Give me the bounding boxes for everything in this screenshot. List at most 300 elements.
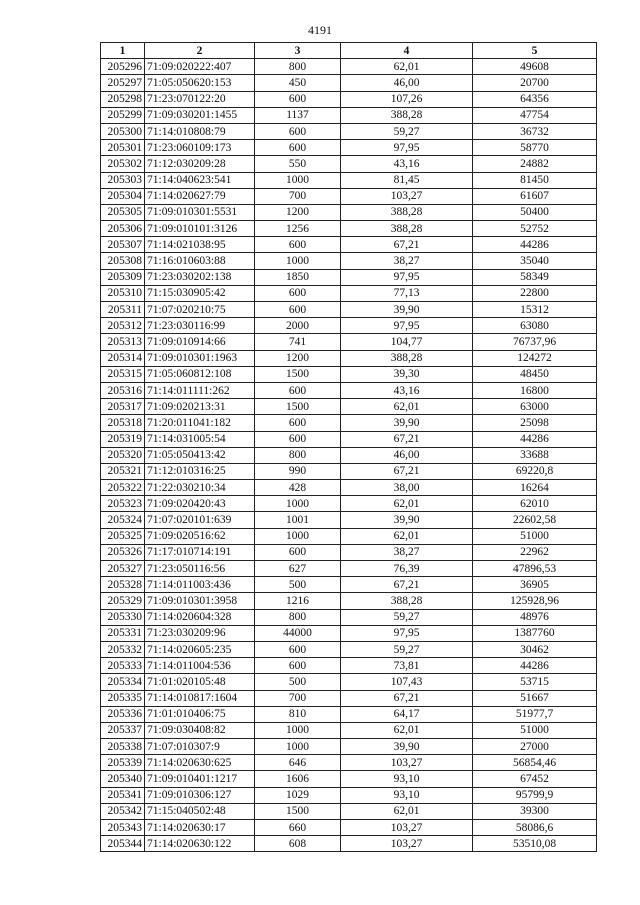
table-cell-col1: 205300 — [101, 123, 145, 139]
table-row — [101, 140, 597, 156]
table-row — [101, 544, 597, 560]
table-cell-col4: 388,28 — [341, 221, 473, 237]
table-cell-col1: 205339 — [101, 755, 145, 771]
table-cell-col3: 1000 — [255, 722, 341, 738]
table-cell-col3: 1606 — [255, 771, 341, 787]
table-cell-col3: 428 — [255, 480, 341, 496]
table-cell-col1: 205303 — [101, 172, 145, 188]
table-cell-col5: 125928,96 — [473, 593, 597, 609]
table-cell-col4: 107,26 — [341, 91, 473, 107]
table-row — [101, 382, 597, 398]
table-row — [101, 318, 597, 334]
table-cell-col1: 205301 — [101, 140, 145, 156]
table-cell-col2: 71:05:050620:153 — [145, 75, 255, 91]
table-cell-col4: 103,27 — [341, 820, 473, 836]
table-cell-col2: 71:14:020604:328 — [145, 609, 255, 625]
table-cell-col2: 71:12:010316:25 — [145, 463, 255, 479]
table-row — [101, 59, 597, 75]
table-cell-col1: 205311 — [101, 302, 145, 318]
table-row — [101, 739, 597, 755]
table-cell-col2: 71:16:010603:88 — [145, 253, 255, 269]
table-cell-col3: 500 — [255, 577, 341, 593]
table-cell-col3: 1000 — [255, 253, 341, 269]
table-row — [101, 512, 597, 528]
table-cell-col1: 205327 — [101, 561, 145, 577]
table-cell-col5: 22602,58 — [473, 512, 597, 528]
table-cell-col4: 388,28 — [341, 593, 473, 609]
table-cell-col3: 800 — [255, 447, 341, 463]
table-cell-col2: 71:09:010914:66 — [145, 334, 255, 350]
table-cell-col3: 1850 — [255, 269, 341, 285]
table-cell-col3: 700 — [255, 690, 341, 706]
table-cell-col1: 205338 — [101, 739, 145, 755]
table-row — [101, 787, 597, 803]
table-cell-col5: 24882 — [473, 156, 597, 172]
table-cell-col5: 58770 — [473, 140, 597, 156]
table-cell-col2: 71:09:010301:1963 — [145, 350, 255, 366]
table-row — [101, 123, 597, 139]
table-cell-col2: 71:22:030210:34 — [145, 480, 255, 496]
table-cell-col4: 39,90 — [341, 512, 473, 528]
table-cell-col5: 124272 — [473, 350, 597, 366]
table-cell-col2: 71:14:011111:262 — [145, 382, 255, 398]
table-cell-col4: 77,13 — [341, 285, 473, 301]
table-row — [101, 334, 597, 350]
table-cell-col4: 62,01 — [341, 722, 473, 738]
table-cell-col2: 71:09:020516:62 — [145, 528, 255, 544]
table-cell-col5: 64356 — [473, 91, 597, 107]
table-cell-col5: 63080 — [473, 318, 597, 334]
table-cell-col5: 51000 — [473, 528, 597, 544]
table-cell-col5: 20700 — [473, 75, 597, 91]
table-row — [101, 75, 597, 91]
table-cell-col2: 71:09:030201:1455 — [145, 107, 255, 123]
table-cell-col2: 71:14:020627:79 — [145, 188, 255, 204]
table-cell-col5: 27000 — [473, 739, 597, 755]
table-row — [101, 156, 597, 172]
table-cell-col2: 71:15:030905:42 — [145, 285, 255, 301]
table-cell-col4: 62,01 — [341, 803, 473, 819]
table-cell-col5: 49608 — [473, 59, 597, 75]
table-cell-col1: 205320 — [101, 447, 145, 463]
table-cell-col4: 39,30 — [341, 366, 473, 382]
table-cell-col4: 104,77 — [341, 334, 473, 350]
table-cell-col3: 600 — [255, 302, 341, 318]
table-cell-col5: 50400 — [473, 204, 597, 220]
table-cell-col2: 71:14:011004:536 — [145, 658, 255, 674]
table-row — [101, 674, 597, 690]
table-cell-col5: 33688 — [473, 447, 597, 463]
table-cell-col5: 51977,7 — [473, 706, 597, 722]
table-cell-col2: 71:14:031005:54 — [145, 431, 255, 447]
table-cell-col1: 205299 — [101, 107, 145, 123]
table-cell-col1: 205313 — [101, 334, 145, 350]
table-row — [101, 803, 597, 819]
page-number: 4191 — [308, 23, 332, 37]
table-cell-col5: 16800 — [473, 382, 597, 398]
table-cell-col1: 205319 — [101, 431, 145, 447]
table-row — [101, 820, 597, 836]
table-cell-col2: 71:14:020630:625 — [145, 755, 255, 771]
table-cell-col3: 44000 — [255, 625, 341, 641]
table-cell-col2: 71:07:020210:75 — [145, 302, 255, 318]
data-table — [100, 42, 597, 852]
table-cell-col3: 1000 — [255, 528, 341, 544]
table-cell-col1: 205310 — [101, 285, 145, 301]
column-header-4: 4 — [341, 43, 473, 59]
table-cell-col5: 81450 — [473, 172, 597, 188]
table-row — [101, 690, 597, 706]
table-cell-col2: 71:14:020605:235 — [145, 641, 255, 657]
table-cell-col3: 627 — [255, 561, 341, 577]
table-cell-col1: 205297 — [101, 75, 145, 91]
table-cell-col2: 71:15:040502:48 — [145, 803, 255, 819]
table-row — [101, 722, 597, 738]
table-cell-col5: 22962 — [473, 544, 597, 560]
table-cell-col2: 71:23:060109:173 — [145, 140, 255, 156]
table-cell-col1: 205314 — [101, 350, 145, 366]
table-cell-col4: 103,27 — [341, 188, 473, 204]
table-cell-col3: 450 — [255, 75, 341, 91]
table-cell-col3: 1000 — [255, 739, 341, 755]
table-row — [101, 221, 597, 237]
table-cell-col1: 205308 — [101, 253, 145, 269]
table-cell-col4: 67,21 — [341, 237, 473, 253]
column-header-5: 5 — [473, 43, 597, 59]
table-row — [101, 91, 597, 107]
table-cell-col5: 76737,96 — [473, 334, 597, 350]
table-cell-col5: 95799,9 — [473, 787, 597, 803]
table-cell-col3: 600 — [255, 123, 341, 139]
table-cell-col2: 71:09:010401:1217 — [145, 771, 255, 787]
table-cell-col4: 67,21 — [341, 431, 473, 447]
table-cell-col2: 71:14:040623:541 — [145, 172, 255, 188]
table-cell-col3: 1200 — [255, 204, 341, 220]
table-cell-col1: 205333 — [101, 658, 145, 674]
table-cell-col4: 62,01 — [341, 496, 473, 512]
table-cell-col4: 59,27 — [341, 609, 473, 625]
table-cell-col2: 71:09:010306:127 — [145, 787, 255, 803]
table-cell-col5: 15312 — [473, 302, 597, 318]
table-cell-col4: 97,95 — [341, 140, 473, 156]
table-cell-col5: 1387760 — [473, 625, 597, 641]
table-row — [101, 415, 597, 431]
table-cell-col1: 205305 — [101, 204, 145, 220]
table-cell-col2: 71:09:010101:3126 — [145, 221, 255, 237]
table-row — [101, 463, 597, 479]
table-cell-col2: 71:23:030209:96 — [145, 625, 255, 641]
table-cell-col3: 608 — [255, 836, 341, 852]
table-cell-col3: 800 — [255, 59, 341, 75]
table-cell-col5: 30462 — [473, 641, 597, 657]
table-cell-col3: 990 — [255, 463, 341, 479]
table-cell-col4: 46,00 — [341, 75, 473, 91]
table-row — [101, 350, 597, 366]
table-cell-col4: 39,90 — [341, 739, 473, 755]
table-cell-col1: 205335 — [101, 690, 145, 706]
table-row — [101, 528, 597, 544]
table-cell-col3: 600 — [255, 415, 341, 431]
table-cell-col3: 600 — [255, 431, 341, 447]
table-cell-col3: 1500 — [255, 399, 341, 415]
table-cell-col4: 97,95 — [341, 625, 473, 641]
table-cell-col1: 205315 — [101, 366, 145, 382]
table-cell-col1: 205309 — [101, 269, 145, 285]
table-cell-col5: 51000 — [473, 722, 597, 738]
table-cell-col4: 43,16 — [341, 382, 473, 398]
table-row — [101, 561, 597, 577]
table-cell-col1: 205334 — [101, 674, 145, 690]
table-cell-col2: 71:23:070122:20 — [145, 91, 255, 107]
table-cell-col5: 36905 — [473, 577, 597, 593]
table-cell-col2: 71:14:010808:79 — [145, 123, 255, 139]
table-cell-col1: 205302 — [101, 156, 145, 172]
column-header-3: 3 — [255, 43, 341, 59]
table-cell-col4: 107,43 — [341, 674, 473, 690]
table-cell-col2: 71:09:010301:3958 — [145, 593, 255, 609]
table-cell-col4: 43,16 — [341, 156, 473, 172]
table-cell-col1: 205343 — [101, 820, 145, 836]
table-cell-col3: 1000 — [255, 172, 341, 188]
table-cell-col2: 71:09:020420:43 — [145, 496, 255, 512]
table-row — [101, 755, 597, 771]
table-cell-col2: 71:14:020630:122 — [145, 836, 255, 852]
table-cell-col5: 58349 — [473, 269, 597, 285]
table-cell-col2: 71:07:010307:9 — [145, 739, 255, 755]
table-cell-col4: 388,28 — [341, 204, 473, 220]
table-cell-col3: 600 — [255, 237, 341, 253]
table-cell-col1: 205316 — [101, 382, 145, 398]
table-cell-col4: 39,90 — [341, 415, 473, 431]
table-cell-col2: 71:14:010817:1604 — [145, 690, 255, 706]
table-cell-col2: 71:17:010714:191 — [145, 544, 255, 560]
table-cell-col4: 81,45 — [341, 172, 473, 188]
table-cell-col5: 44286 — [473, 237, 597, 253]
column-header-1: 1 — [101, 43, 145, 59]
table-cell-col5: 25098 — [473, 415, 597, 431]
table-cell-col2: 71:14:021038:95 — [145, 237, 255, 253]
table-cell-col2: 71:09:020222:407 — [145, 59, 255, 75]
column-header-2: 2 — [145, 43, 255, 59]
table-cell-col4: 39,90 — [341, 302, 473, 318]
table-cell-col3: 700 — [255, 188, 341, 204]
table-row — [101, 269, 597, 285]
table-cell-col2: 71:14:011003:436 — [145, 577, 255, 593]
table-cell-col1: 205332 — [101, 641, 145, 657]
table-row — [101, 302, 597, 318]
table-row — [101, 253, 597, 269]
table-row — [101, 237, 597, 253]
table-body — [101, 59, 597, 852]
table-cell-col4: 93,10 — [341, 787, 473, 803]
table-cell-col3: 741 — [255, 334, 341, 350]
table-cell-col5: 58086,6 — [473, 820, 597, 836]
table-cell-col1: 205329 — [101, 593, 145, 609]
table-cell-col5: 39300 — [473, 803, 597, 819]
table-cell-col2: 71:20:011041:182 — [145, 415, 255, 431]
table-cell-col1: 205296 — [101, 59, 145, 75]
table-cell-col3: 1000 — [255, 496, 341, 512]
table-cell-col2: 71:12:030209:28 — [145, 156, 255, 172]
table-cell-col2: 71:01:020105:48 — [145, 674, 255, 690]
table-row — [101, 658, 597, 674]
table-cell-col4: 67,21 — [341, 577, 473, 593]
table-cell-col5: 16264 — [473, 480, 597, 496]
table-cell-col5: 44286 — [473, 431, 597, 447]
table-cell-col4: 38,27 — [341, 544, 473, 560]
table-row — [101, 480, 597, 496]
table-cell-col2: 71:09:010301:5531 — [145, 204, 255, 220]
table-row — [101, 609, 597, 625]
table-cell-col5: 48450 — [473, 366, 597, 382]
table-row — [101, 593, 597, 609]
table-cell-col1: 205340 — [101, 771, 145, 787]
table-cell-col4: 38,27 — [341, 253, 473, 269]
table-cell-col3: 500 — [255, 674, 341, 690]
table-cell-col3: 1500 — [255, 803, 341, 819]
table-row — [101, 771, 597, 787]
table-cell-col1: 205312 — [101, 318, 145, 334]
table-cell-col1: 205331 — [101, 625, 145, 641]
table-cell-col3: 550 — [255, 156, 341, 172]
table-cell-col3: 800 — [255, 609, 341, 625]
table-cell-col3: 1137 — [255, 107, 341, 123]
table-cell-col5: 44286 — [473, 658, 597, 674]
table-cell-col4: 103,27 — [341, 755, 473, 771]
table-row — [101, 447, 597, 463]
table-cell-col1: 205342 — [101, 803, 145, 819]
table-cell-col3: 660 — [255, 820, 341, 836]
table-cell-col5: 48976 — [473, 609, 597, 625]
table-cell-col4: 388,28 — [341, 350, 473, 366]
table-row — [101, 577, 597, 593]
table-cell-col3: 1216 — [255, 593, 341, 609]
table-cell-col1: 205344 — [101, 836, 145, 852]
table-cell-col3: 600 — [255, 382, 341, 398]
table-cell-col2: 71:05:060812:108 — [145, 366, 255, 382]
table-cell-col2: 71:09:030408:82 — [145, 722, 255, 738]
table-header-row — [101, 43, 597, 59]
table-cell-col5: 53510,08 — [473, 836, 597, 852]
table-cell-col3: 1029 — [255, 787, 341, 803]
table-cell-col4: 76,39 — [341, 561, 473, 577]
table-cell-col3: 600 — [255, 91, 341, 107]
table-cell-col1: 205341 — [101, 787, 145, 803]
table-cell-col4: 67,21 — [341, 690, 473, 706]
table-cell-col1: 205323 — [101, 496, 145, 512]
table-cell-col5: 61607 — [473, 188, 597, 204]
table-cell-col1: 205321 — [101, 463, 145, 479]
table-cell-col3: 646 — [255, 755, 341, 771]
table-cell-col1: 205317 — [101, 399, 145, 415]
table-cell-col2: 71:23:030202:138 — [145, 269, 255, 285]
table-cell-col3: 600 — [255, 658, 341, 674]
table-cell-col4: 59,27 — [341, 641, 473, 657]
table-cell-col5: 35040 — [473, 253, 597, 269]
table-cell-col5: 62010 — [473, 496, 597, 512]
table-cell-col3: 810 — [255, 706, 341, 722]
table-row — [101, 836, 597, 852]
table-row — [101, 285, 597, 301]
table-cell-col3: 600 — [255, 285, 341, 301]
table-cell-col4: 103,27 — [341, 836, 473, 852]
table-cell-col4: 97,95 — [341, 269, 473, 285]
table-row — [101, 641, 597, 657]
table-cell-col5: 51667 — [473, 690, 597, 706]
table-cell-col3: 1256 — [255, 221, 341, 237]
table-cell-col5: 47754 — [473, 107, 597, 123]
table-row — [101, 204, 597, 220]
table-row — [101, 496, 597, 512]
table-row — [101, 431, 597, 447]
table-cell-col4: 38,00 — [341, 480, 473, 496]
table-cell-col5: 53715 — [473, 674, 597, 690]
table-row — [101, 366, 597, 382]
table-cell-col5: 69220,8 — [473, 463, 597, 479]
table-cell-col2: 71:23:050116:56 — [145, 561, 255, 577]
table-cell-col4: 62,01 — [341, 399, 473, 415]
table-cell-col5: 63000 — [473, 399, 597, 415]
table-cell-col4: 97,95 — [341, 318, 473, 334]
table-cell-col2: 71:14:020630:17 — [145, 820, 255, 836]
table-cell-col4: 62,01 — [341, 528, 473, 544]
table-cell-col2: 71:23:030116:99 — [145, 318, 255, 334]
table-cell-col3: 1500 — [255, 366, 341, 382]
table-cell-col3: 1001 — [255, 512, 341, 528]
table-cell-col5: 52752 — [473, 221, 597, 237]
table-cell-col1: 205325 — [101, 528, 145, 544]
table-cell-col4: 62,01 — [341, 59, 473, 75]
table-cell-col1: 205330 — [101, 609, 145, 625]
table-cell-col1: 205324 — [101, 512, 145, 528]
table-cell-col1: 205336 — [101, 706, 145, 722]
table-cell-col3: 600 — [255, 641, 341, 657]
table-cell-col5: 47896,53 — [473, 561, 597, 577]
table-cell-col3: 1200 — [255, 350, 341, 366]
table-cell-col3: 2000 — [255, 318, 341, 334]
table-cell-col5: 67452 — [473, 771, 597, 787]
table-cell-col1: 205304 — [101, 188, 145, 204]
table-cell-col1: 205306 — [101, 221, 145, 237]
table-cell-col1: 205307 — [101, 237, 145, 253]
table-cell-col5: 22800 — [473, 285, 597, 301]
table-cell-col4: 67,21 — [341, 463, 473, 479]
table-row — [101, 188, 597, 204]
table-row — [101, 107, 597, 123]
table-cell-col4: 93,10 — [341, 771, 473, 787]
table-cell-col4: 59,27 — [341, 123, 473, 139]
table-cell-col5: 56854,46 — [473, 755, 597, 771]
table-cell-col4: 64,17 — [341, 706, 473, 722]
table-cell-col4: 388,28 — [341, 107, 473, 123]
table-cell-col5: 36732 — [473, 123, 597, 139]
table-cell-col4: 46,00 — [341, 447, 473, 463]
table-cell-col1: 205328 — [101, 577, 145, 593]
table-cell-col2: 71:09:020213:31 — [145, 399, 255, 415]
table-cell-col3: 600 — [255, 544, 341, 560]
table-cell-col2: 71:05:050413:42 — [145, 447, 255, 463]
table-row — [101, 399, 597, 415]
table-cell-col3: 600 — [255, 140, 341, 156]
table-cell-col2: 71:07:020101:639 — [145, 512, 255, 528]
table-row — [101, 706, 597, 722]
table-cell-col1: 205326 — [101, 544, 145, 560]
table-cell-col1: 205318 — [101, 415, 145, 431]
table-cell-col1: 205337 — [101, 722, 145, 738]
table-cell-col1: 205298 — [101, 91, 145, 107]
table-cell-col4: 73,81 — [341, 658, 473, 674]
table-row — [101, 172, 597, 188]
